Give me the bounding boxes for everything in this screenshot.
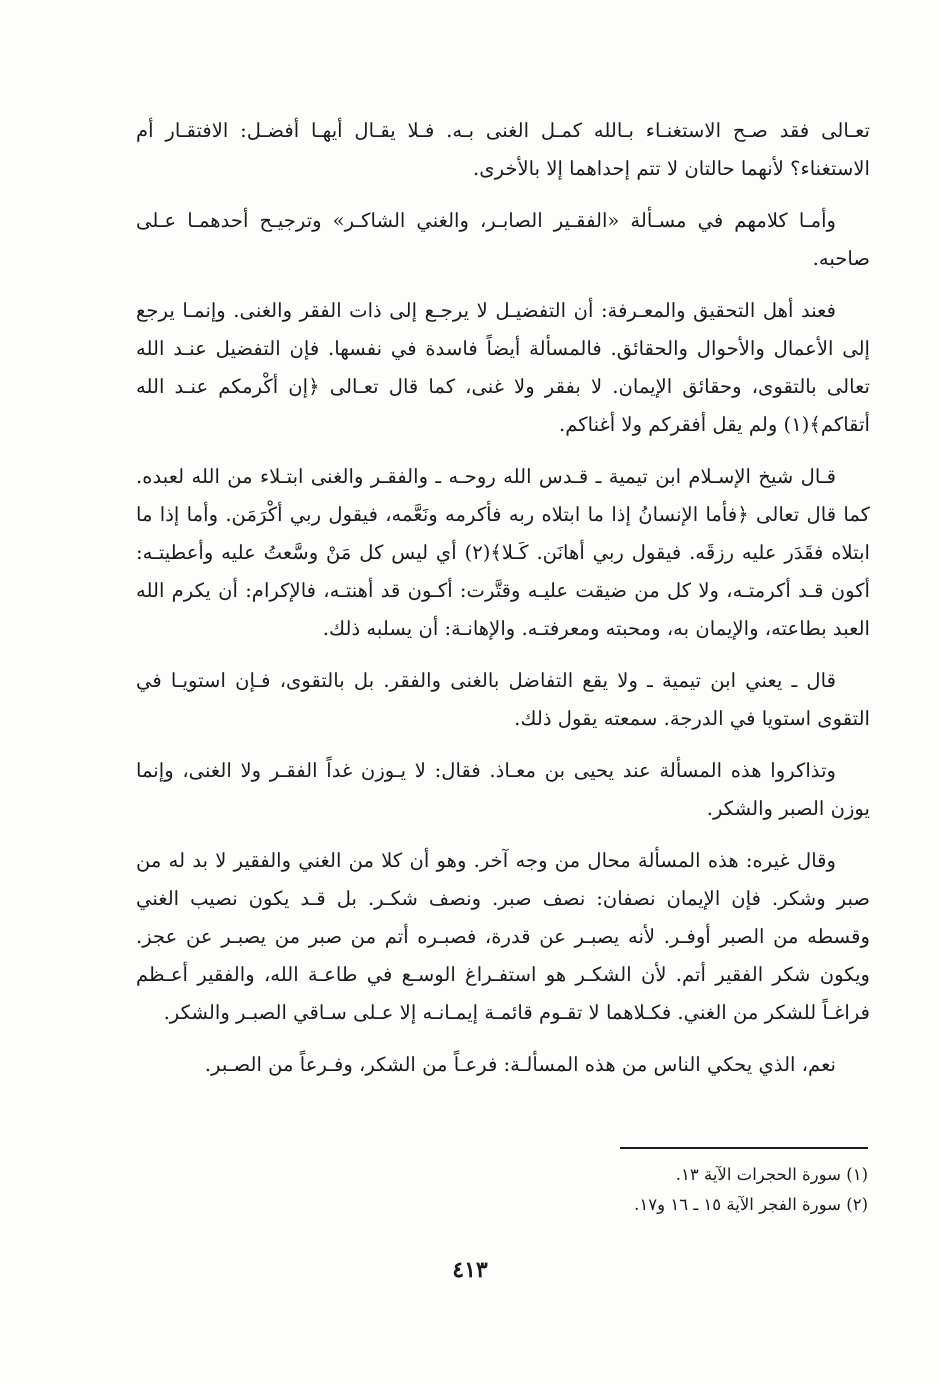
paragraph-8: نعم، الذي يحكي الناس من هذه المسألـة: فرعـاً من الشكر، وفـرعاً من الصـبر. (204, 1053, 836, 1076)
footnotes (368, 1160, 868, 1220)
page-number: ٤١٣ (452, 1257, 488, 1283)
paragraph-6: وتذاكروا هذه المسألة عند يحيى بن معـاذ. فقال: لا يـوزن غداً الفقـر ولا الغنى، وإنما يوزن الصبر والشكر. (136, 759, 870, 820)
footnote-2: (٢) سورة الفجر الآية ١٥ ـ ١٦ و١٧. (634, 1195, 868, 1214)
footnote-1: (١) سورة الحجرات الآية ١٣. (675, 1165, 868, 1184)
paragraph-7: وقال غيره: هذه المسألة محال من وجه آخر. وهو أن كلا من الغني والفقير لا بد له من صبر وشكر. فإن الإيمان نصفان: نصف صبر. ونصف شكـر. بل قـد يكون نصيب الغني وقسطه من الصبر أوفـر. لأنه يصبـر عن قدرة، فصبـره أتم من صبر من يصبـر عن عجز. ويكون شكر الفقير أتم. لأن الشكـر هو استفـراغ الوسـع في طاعـة الله، والفقير أعـظم فراغـاً للشكر من الغني. فكـلاهما لا تقـوم قائمـة إيمـانـه إلا عـلى سـاقي الصبـر والشكر. (136, 849, 870, 1024)
paragraph-5: قال ـ يعني ابن تيمية ـ ولا يقع التفاضل بالغنى والفقر. بل بالتقوى، فـإن استويـا في التقوى استويا في الدرجة. سمعته يقول ذلك. (136, 669, 870, 730)
paragraph-4: قـال شيخ الإسـلام ابن تيمية ـ قـدس الله روحـه ـ والفقـر والغنى ابتـلاء من الله لعبده. كما قال تعالى ﴿فأما الإنسانُ إذا ما ابتلاه ربه فأكرمه ونَعَّمه، فيقول ربي أكْرَمَن. وأما إذا ما ابتلاه فقَدَر عليه رزقَه. فيقول ربي أهانَن. كَـلا﴾(٢) أي ليس كل مَنْ وسَّعتُ عليه وأعطيتـه: أكون قـد أكرمتـه، ولا كل من ضيقت عليـه وقتَّرت: أكـون قد أهنتـه، فالإكرام: أن يكرم الله العبد بطاعته، والإيمان به، ومحبته ومعرفتـه. والإهانـة: أن يسلبه ذلك. (136, 465, 870, 640)
paragraph-1: تعـالى فقد صـح الاستغنـاء بـالله كمـل الغنى بـه. فـلا يقـال أيهـا أفضـل: الافتقـار أم الاستغناء؟ لأنهما حالتان لا تتم إحداهما إلا بالأخرى. (136, 119, 870, 180)
footnote-divider (620, 1147, 868, 1149)
paragraph-2: وأمـا كلامهم في مسـألة «الفقـير الصابـر، والغني الشاكـر» وترجيـح أحدهمـا عـلى صاحبه. (136, 209, 870, 270)
paragraph-3: فعند أهل التحقيق والمعـرفة: أن التفضيـل لا يرجـع إلى ذات الفقر والغنى. وإنمـا يرجع إلى الأعمال والأحوال والحقائق. فالمسألة أيضاً فاسدة في نفسها. فإن التفضيل عنـد الله تعالى بالتقوى، وحقائق الإيمان. لا بفقر ولا غنى، كما قال تعـالى ﴿إن أكْرمكم عنـد الله أتقاكم﴾(١) ولم يقل أفقركم ولا أغناكم. (136, 299, 870, 436)
main-text (136, 112, 870, 1098)
